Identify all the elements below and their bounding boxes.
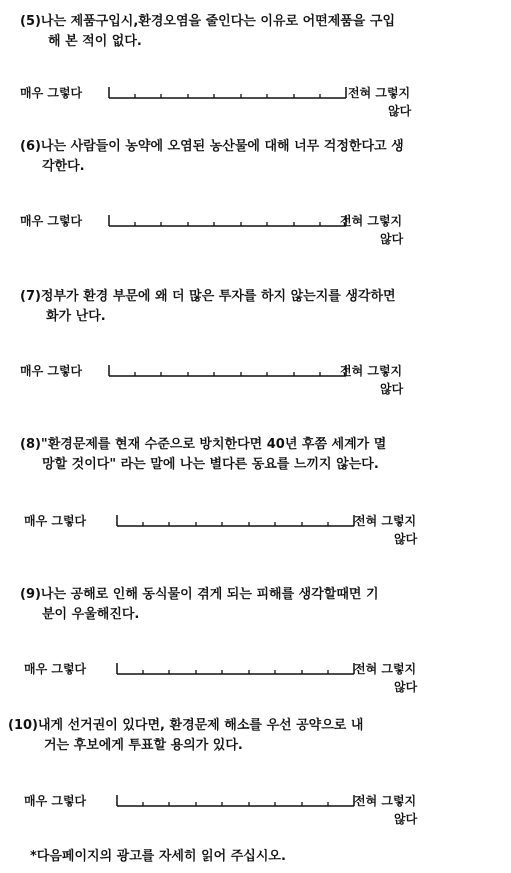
question-5	[20, 12, 395, 52]
question-9-line1: (9)나는 공해로 인해 동식물이 겪게 되는 피해를 생각할때면 기	[20, 587, 379, 602]
scale-left-label: 매우 그렇다	[24, 514, 87, 528]
question-7-line2: 화가 난다.	[46, 309, 106, 324]
scale-left-label: 매우 그렇다	[24, 662, 87, 676]
question-10-line1: (10)내게 선거권이 있다면, 환경문제 해소를 우선 공약으로 내	[8, 718, 364, 733]
scale-left-label: 매우 그렇다	[20, 364, 83, 378]
question-9-line2: 분이 우울해진다.	[42, 607, 140, 622]
question-8	[20, 435, 386, 475]
scale-right-label: 전혀 그렇지 않다	[354, 794, 418, 826]
question-6	[20, 137, 404, 177]
scale-left-label: 매우 그렇다	[20, 214, 83, 228]
question-7	[20, 287, 396, 327]
question-7-line1: (7)정부가 환경 부문에 왜 더 많은 투자를 하지 않는지를 생각하면	[20, 289, 396, 304]
question-6-line1: (6)나는 사람들이 농약에 오염된 농산물에 대해 너무 걱정한다고 생	[20, 139, 404, 154]
rating-line[interactable]	[108, 364, 348, 378]
rating-scale-10	[24, 792, 494, 828]
scale-right-label: 전혀 그렇지 않다	[354, 662, 418, 694]
question-8-line1: (8)"환경문제를 현재 수준으로 방치한다면 40년 후쯤 세계가 멸	[20, 437, 387, 452]
rating-line[interactable]	[108, 214, 348, 228]
scale-left-label: 매우 그렇다	[20, 86, 83, 100]
question-10-line2: 거는 후보에게 투표할 용의가 있다.	[44, 738, 243, 753]
rating-line[interactable]	[116, 514, 356, 528]
scale-right-label: 전혀 그렇지 않다	[340, 364, 404, 396]
rating-scale-8	[24, 512, 494, 548]
scale-right-label: 전혀 그렇지 않다	[348, 86, 412, 118]
rating-scale-6	[20, 212, 490, 248]
scale-right-label: 전혀 그렇지 않다	[340, 214, 404, 246]
rating-scale-7	[20, 362, 490, 398]
rating-line[interactable]	[108, 86, 348, 100]
question-10	[8, 716, 363, 756]
question-9	[20, 585, 379, 625]
question-5-line1: (5)나는 제품구입시,환경오염을 줄인다는 이유로 어떤제품을 구입	[20, 14, 396, 29]
question-6-line2: 각한다.	[42, 159, 85, 174]
question-5-line2: 해 본 적이 없다.	[48, 34, 142, 49]
footer-note: *다음페이지의 광고를 자세히 읽어 주십시오.	[30, 849, 286, 864]
scale-right-label: 전혀 그렇지 않다	[354, 514, 418, 546]
rating-line[interactable]	[116, 662, 356, 676]
scale-left-label: 매우 그렇다	[24, 794, 87, 808]
rating-scale-9	[24, 660, 494, 696]
rating-line[interactable]	[116, 794, 356, 808]
rating-scale-5	[20, 84, 490, 120]
question-8-line2: 망할 것이다" 라는 말에 나는 별다른 동요를 느끼지 않는다.	[42, 457, 379, 472]
